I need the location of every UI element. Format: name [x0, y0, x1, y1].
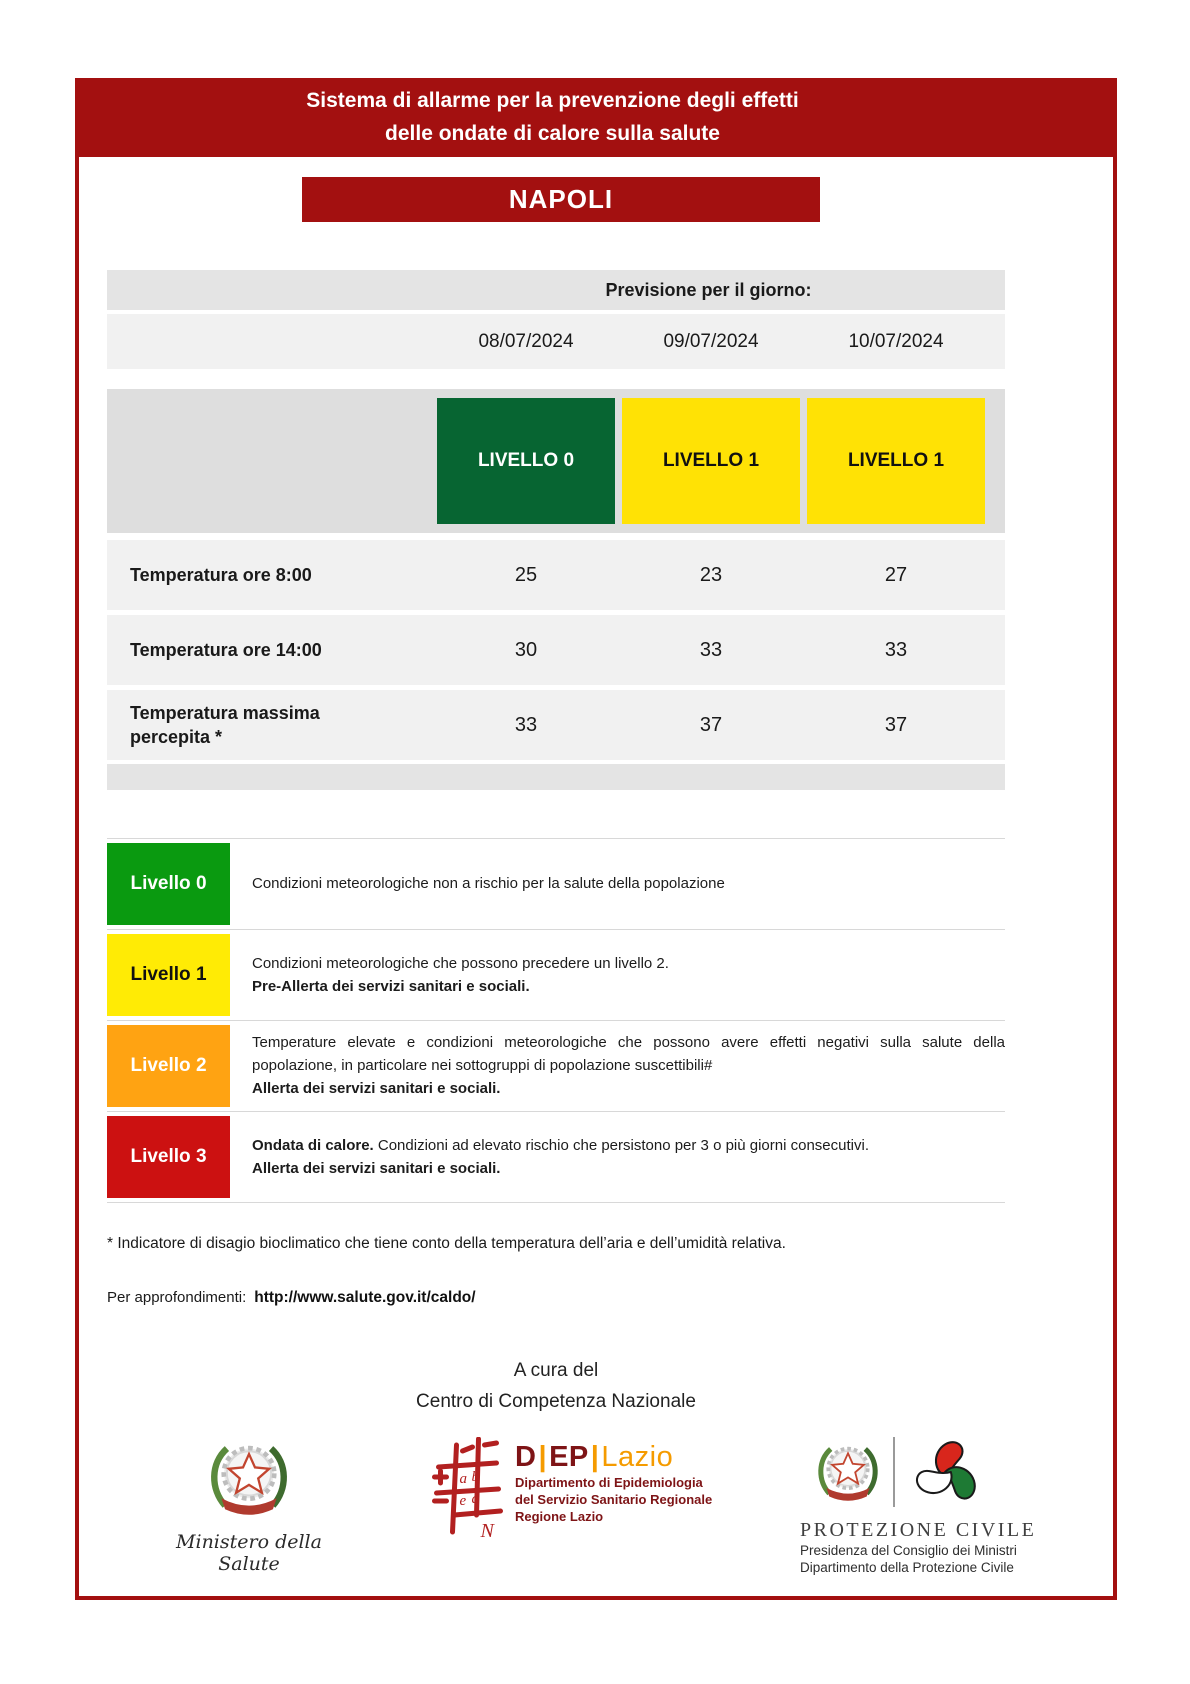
protezione-sub-line2: Dipartimento della Protezione Civile — [800, 1559, 1014, 1575]
legend-description-line: Ondata di calore. Condizioni ad elevato rischio che persistono per 3 o più giorni consecutivi. — [252, 1136, 869, 1154]
legend — [107, 838, 1005, 1203]
legend-description-line: Allerta dei servizi sanitari e sociali. — [252, 1160, 501, 1177]
temperature-value: 33 — [884, 638, 908, 661]
forecast-date: 09/07/2024 — [663, 330, 759, 352]
temperature-cell — [807, 690, 1005, 760]
legend-description — [252, 872, 1005, 896]
dep-lazio-title — [515, 1441, 712, 1474]
temperature-row-label: Temperatura ore 8:00 — [130, 564, 312, 585]
forecast-date-spacer — [107, 314, 437, 369]
logos-row — [79, 1432, 1113, 1582]
temperature-cell — [622, 690, 807, 760]
svg-text:e: e — [459, 1492, 467, 1509]
temperature-value: 33 — [514, 713, 538, 736]
dep-letter-d: D — [515, 1440, 537, 1473]
forecast-level-spacer — [107, 389, 437, 533]
page-frame — [75, 78, 1117, 1600]
temperature-cell — [807, 615, 1005, 685]
forecast-header-label: Previsione per il giorno: — [605, 279, 812, 300]
dep-divider-icon: | — [590, 1440, 600, 1473]
tricolor-triskelion-icon — [904, 1431, 992, 1513]
link-label: Per approfondimenti: — [107, 1289, 247, 1306]
legend-description-line: Condizioni meteorologiche che possono precedere un livello 2. — [252, 954, 669, 972]
forecast-date: 10/07/2024 — [848, 330, 944, 352]
footnote: * Indicatore di disagio bioclimatico che tiene conto della temperatura dell’aria e dell’umidità relativa. — [107, 1235, 786, 1252]
temperature-cell — [622, 615, 807, 685]
legend-row — [107, 1021, 1005, 1112]
divider — [893, 1437, 895, 1507]
link-row — [107, 1289, 1005, 1307]
forecast-date-cell — [622, 314, 807, 369]
forecast-level-cell — [622, 389, 807, 533]
temperature-value: 37 — [884, 713, 908, 736]
forecast-level-cell — [437, 389, 622, 533]
legend-description-line: Allerta dei servizi sanitari e sociali. — [252, 1080, 501, 1098]
ministero-salute-logo — [159, 1432, 339, 1575]
svg-text:N: N — [480, 1519, 494, 1542]
temperature-value: 30 — [514, 638, 538, 661]
legend-description-line: Temperature elevate e condizioni meteorologiche che possono avere effetti negativi sulla salute della popolazione, in particolare nei sottogruppi di popolazione suscettibili# — [252, 1034, 1005, 1074]
dep-grid-icon — [425, 1437, 503, 1542]
legend-row — [107, 930, 1005, 1021]
ministero-salute-label: Ministero della Salute — [176, 1530, 322, 1575]
city-banner — [302, 177, 820, 222]
dep-sub-line3: Regione Lazio — [515, 1508, 604, 1524]
forecast-header-spacer — [107, 270, 437, 310]
svg-text:a: a — [459, 1470, 467, 1487]
protezione-civile-logo — [800, 1432, 1055, 1576]
temperature-value: 27 — [884, 563, 908, 586]
header-bar — [79, 78, 1113, 157]
protezione-sub-line1: Presidenza del Consiglio dei Ministri — [800, 1542, 1017, 1558]
temperature-row — [107, 690, 1005, 760]
caldo-link[interactable]: http://www.salute.gov.it/caldo/ — [254, 1289, 476, 1306]
credits-line1: A cura del — [513, 1360, 599, 1381]
temperature-cell — [622, 540, 807, 610]
credits — [107, 1355, 1005, 1418]
forecast-date: 08/07/2024 — [478, 330, 574, 352]
legend-level-badge: Livello 2 — [107, 1025, 230, 1107]
temperature-value: 23 — [699, 563, 723, 586]
forecast-temperature-rows — [107, 540, 1005, 760]
temperature-value: 37 — [699, 713, 723, 736]
forecast-level-row — [107, 389, 1005, 533]
level-badge: LIVELLO 0 — [437, 398, 615, 524]
temperature-cell — [437, 615, 622, 685]
temperature-row — [107, 540, 1005, 610]
italy-emblem-icon — [812, 1434, 884, 1510]
legend-level-badge: Livello 0 — [107, 843, 230, 925]
header-title-line2: delle ondate di calore sulla salute — [385, 121, 720, 145]
level-badge: LIVELLO 1 — [622, 398, 800, 524]
temperature-cell — [807, 540, 1005, 610]
temperature-value: 25 — [514, 563, 538, 586]
credits-line2: Centro di Competenza Nazionale — [416, 1391, 696, 1413]
forecast-date-row — [107, 314, 1005, 369]
temperature-value: 33 — [699, 638, 723, 661]
level-badge: LIVELLO 1 — [807, 398, 985, 524]
temperature-cell — [437, 690, 622, 760]
dep-lazio-text — [515, 1437, 712, 1542]
legend-description — [252, 1134, 1005, 1181]
svg-text:d: d — [471, 1490, 479, 1507]
city-name: NAPOLI — [508, 184, 614, 214]
dep-divider-icon: | — [538, 1440, 548, 1473]
temperature-row — [107, 615, 1005, 685]
header-title-line1: Sistema di allarme per la prevenzione degli effetti — [306, 88, 799, 112]
protezione-civile-title: PROTEZIONE CIVILE — [800, 1518, 1037, 1541]
dep-letters-ep: EP — [549, 1440, 589, 1473]
legend-level-badge: Livello 3 — [107, 1116, 230, 1198]
protezione-civile-emblems — [800, 1432, 1055, 1512]
dep-sub-line2: del Servizio Sanitario Regionale — [515, 1491, 713, 1507]
legend-row — [107, 1112, 1005, 1203]
svg-text:b: b — [471, 1468, 479, 1485]
dep-lazio-word: Lazio — [601, 1440, 674, 1473]
dep-sub-line1: Dipartimento di Epidemiologia — [515, 1474, 703, 1490]
legend-row — [107, 839, 1005, 930]
legend-description-line: Condizioni meteorologiche non a rischio per la salute della popolazione — [252, 875, 725, 893]
italy-emblem-icon — [203, 1432, 295, 1524]
dep-lazio-logo — [425, 1437, 712, 1542]
legend-description — [252, 952, 1005, 999]
forecast-bottom-strip — [107, 764, 1005, 790]
temperature-row-label: Temperatura ore 14:00 — [130, 639, 322, 660]
legend-level-badge: Livello 1 — [107, 934, 230, 1016]
forecast-date-cell — [437, 314, 622, 369]
forecast-date-cell — [807, 314, 1005, 369]
forecast-level-cell — [807, 389, 1005, 533]
legend-description — [252, 1031, 1005, 1101]
temperature-cell — [437, 540, 622, 610]
temperature-row-label: Temperatura massima percepita * — [130, 702, 320, 747]
forecast-table — [107, 270, 1005, 790]
forecast-header-row — [107, 270, 1005, 310]
legend-description-line: Pre-Allerta dei servizi sanitari e sociali. — [252, 978, 530, 995]
